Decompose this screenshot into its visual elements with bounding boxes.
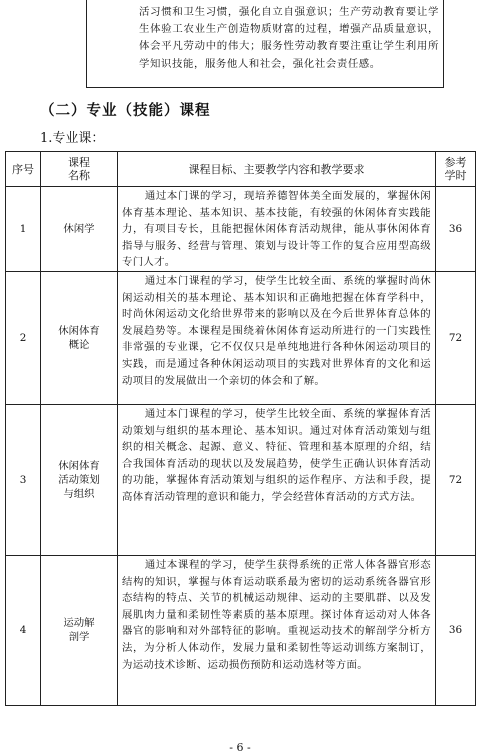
page-number: - 6 - xyxy=(229,741,251,754)
course-name xyxy=(41,187,118,272)
course-description xyxy=(118,187,436,272)
header-hours-text: 参考 学时 xyxy=(444,156,467,182)
course-name xyxy=(41,271,118,404)
row-number: 2 xyxy=(6,271,41,404)
course-name-text: 休闲体育 概论 xyxy=(58,324,100,351)
row-number: 1 xyxy=(6,187,41,272)
continued-table-cell xyxy=(86,0,444,88)
header-course-name xyxy=(41,152,118,187)
course-description xyxy=(118,555,436,705)
course-name xyxy=(41,555,118,705)
header-description: 课程目标、主要教学内容和教学要求 xyxy=(118,152,436,187)
course-description-text: 通过本门课程的学习，使学生比较全面、系统的掌握时尚休闲运动相关的基本理论、基本知识和正确地把握在体育学科中，时尚休闲运动文化给世界带来的影响以及在今后世界体育总体的发展趋势等。本课程是围绕着休闲体育运动所进行的一门实践性非常强的专业课，它不仅仅只是单纯地进行各种休闲运动项目的实践，而是通过各种休闲运动项目的实践对世界体育的文化和运动项目的发展做出一个亲切的体会和了解。 xyxy=(122,274,431,387)
course-hours: 36 xyxy=(436,187,476,272)
course-description-text: 通过本门课程的学习，使学生比较全面、系统的掌握体育活动策划与组织的基本理论、基本知识。通过对体育活动策划与组织的相关概念、起源、意义、特征、管理和基本原理的介绍，结合我国体育活动的现状以及发展趋势，使学生正确认识体育活动的功能，掌握体育活动策划与组织的运作程序、方法和手段，提高体育活动管理的意识和能力，学会经营体育活动的方式方法。 xyxy=(122,407,431,503)
course-description-text: 通过本课程的学习，使学生获得系统的正常人体各器官形态结构的知识，掌握与体育运动联系最为密切的运动系统各器官形态结构的特点、关节的机械运动规律、运动的主要肌群、以及发展肌肉力量和柔韧性等素质的基本原理。探讨体育运动对人体各器官的影响和对外部特征的影响。重视运动技术的解剖学分析方法，为分析人体动作，发展力量和柔韧性等运动训练方案制订，为运动技术诊断、运动损伤预防和运动选材等方面。 xyxy=(122,558,431,671)
section-heading: （二）专业（技能）课程 xyxy=(40,102,211,119)
course-name xyxy=(41,404,118,555)
subsection-heading: 1.专业课： xyxy=(40,131,105,146)
header-no: 序号 xyxy=(6,152,41,187)
table-header-row xyxy=(6,152,476,187)
table-row xyxy=(6,187,476,272)
course-description xyxy=(118,404,436,555)
course-hours: 72 xyxy=(436,404,476,555)
header-course-name-text: 课程 名称 xyxy=(68,156,90,182)
table-row xyxy=(6,555,476,705)
course-hours: 72 xyxy=(436,271,476,404)
continued-cell-text: 活习惯和卫生习惯，强化自立自强意识；生产劳动教育要让学生体验工农业生产创造物质财富的过程，增强产品质量意识，体会平凡劳动中的伟大；服务性劳动教育要注重让学生利用所学知识技能，服务他人和社会，强化社会责任感。 xyxy=(139,6,439,70)
course-name-text: 休闲学 xyxy=(63,222,95,235)
header-hours xyxy=(436,152,476,187)
course-name-text: 运动解 剖学 xyxy=(63,617,95,644)
course-name-text: 休闲体育 活动策划 与组织 xyxy=(58,459,100,500)
course-table xyxy=(5,151,476,706)
row-number: 4 xyxy=(6,555,41,705)
course-description-text: 通过本门课的学习，现培养德智体美全面发展的，掌握休闲体育基本理论、基本知识、基本技能，有较强的休闲体育实践能力，有项目专长，且能把握休闲体育活动规律，能从事休闲体育指导与服务、经营与管理、策划与设计等工作的复合应用型高级专门人才。 xyxy=(122,190,431,269)
row-number: 3 xyxy=(6,404,41,555)
course-hours: 36 xyxy=(436,555,476,705)
course-description xyxy=(118,271,436,404)
table-row xyxy=(6,404,476,555)
table-row xyxy=(6,271,476,404)
